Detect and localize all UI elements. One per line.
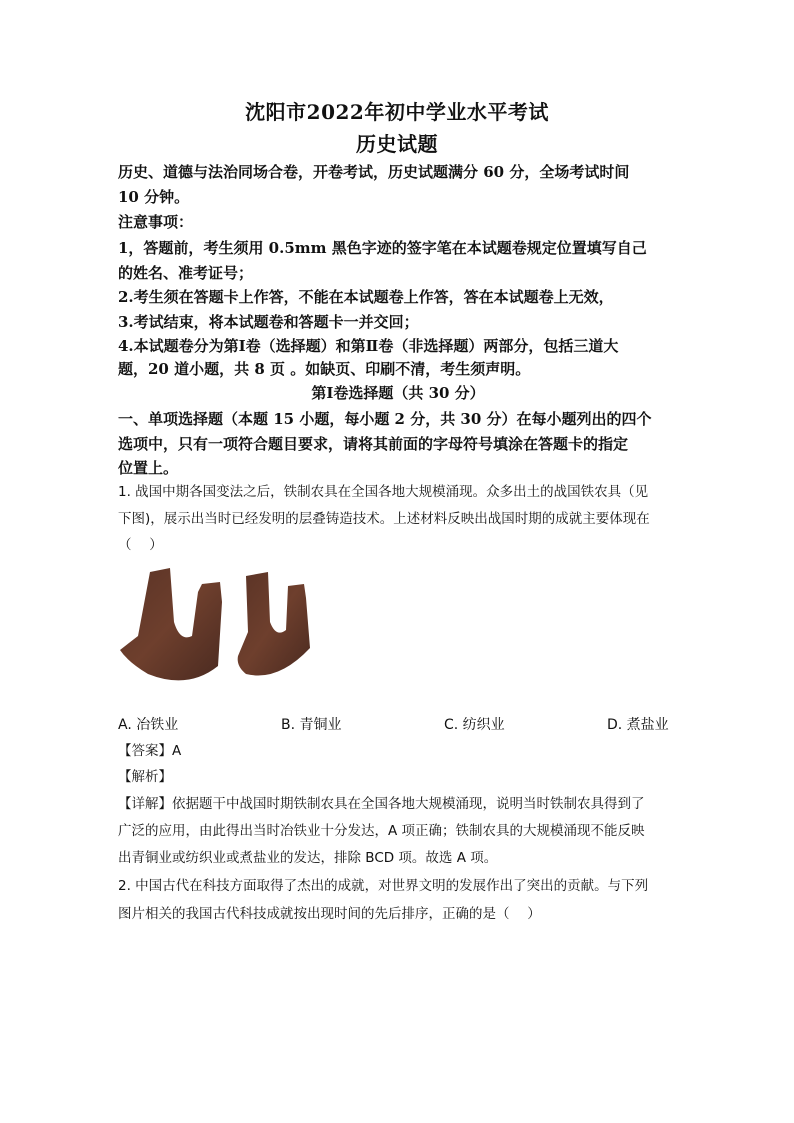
q1-detail-3: 出青铜业或纺织业或煮盐业的发达，排除 BCD 项。故选 A 项。 (118, 850, 498, 866)
intro-line-1: 历史、道德与法治同场合卷，开卷考试，历史试题满分 60 分，全场考试时间 (118, 163, 630, 181)
q1-line-3: （ ） (118, 537, 163, 553)
q1-answer: 【答案】A (118, 743, 182, 759)
exam-title: 沈阳市2022年初中学业水平考试 (245, 100, 549, 124)
q1-option-c: C. 纺织业 (444, 717, 505, 733)
q1-line-2: 下图)，展示出当时已经发明的层叠铸造技术。上述材料反映出战国时期的成就主要体现在 (118, 511, 650, 527)
part1-line-1: 一、单项选择题（本题 15 小题，每小题 2 分，共 30 分）在每小题列出的四个 (118, 410, 652, 428)
q1-detail-1: 【详解】依据题干中战国时期铁制农具在全国各地大规模涌现，说明当时铁制农具得到了 (118, 796, 645, 812)
q1-option-d: D. 煮盐业 (607, 717, 669, 733)
part1-line-3: 位置上。 (118, 459, 179, 477)
note-4a: 4.本试题卷分为第Ⅰ卷（选择题）和第Ⅱ卷（非选择题）两部分，包括三道大 (118, 337, 619, 355)
note-1a: 1，答题前，考生须用 0.5mm 黑色字迹的签字笔在本试题卷规定位置填写自己 (118, 239, 647, 257)
iron-tool-left (120, 568, 222, 680)
q1-line-1: 1. 战国中期各国变法之后，铁制农具在全国各地大规模涌现。众多出土的战国铁农具（见 (118, 484, 649, 500)
section-heading: 第Ⅰ卷选择题（共 30 分） (311, 384, 485, 402)
iron-tool-right (238, 572, 310, 676)
intro-line-2: 10 分钟。 (118, 188, 190, 206)
q1-option-b: B. 青铜业 (281, 717, 342, 733)
q2-line-1: 2. 中国古代在科技方面取得了杰出的成就，对世界文明的发展作出了突出的贡献。与下列 (118, 878, 649, 894)
iron-tools-image (118, 562, 358, 692)
part1-line-2: 选项中，只有一项符合题目要求，请将其前面的字母符号填涂在答题卡的指定 (118, 435, 629, 453)
q1-option-a: A. 冶铁业 (118, 717, 179, 733)
q2-line-2: 图片相关的我国古代科技成就按出现时间的先后排序，正确的是（ ） (118, 906, 541, 922)
note-2: 2.考生须在答题卡上作答，不能在本试题卷上作答，答在本试题卷上无效， (118, 288, 614, 306)
note-4b: 题，20 道小题，共 8 页 。如缺页、印刷不清，考生须声明。 (118, 360, 531, 378)
q1-detail-2: 广泛的应用，由此得出当时冶铁业十分发达，A 项正确；铁制农具的大规模涌现不能反映 (118, 823, 645, 839)
q1-analysis-label: 【解析】 (118, 769, 172, 785)
note-3: 3.考试结束，将本试题卷和答题卡一并交回； (118, 313, 419, 331)
note-1b: 的姓名、准考证号； (118, 264, 254, 282)
notes-heading: 注意事项： (118, 213, 194, 231)
exam-subtitle: 历史试题 (356, 132, 438, 156)
